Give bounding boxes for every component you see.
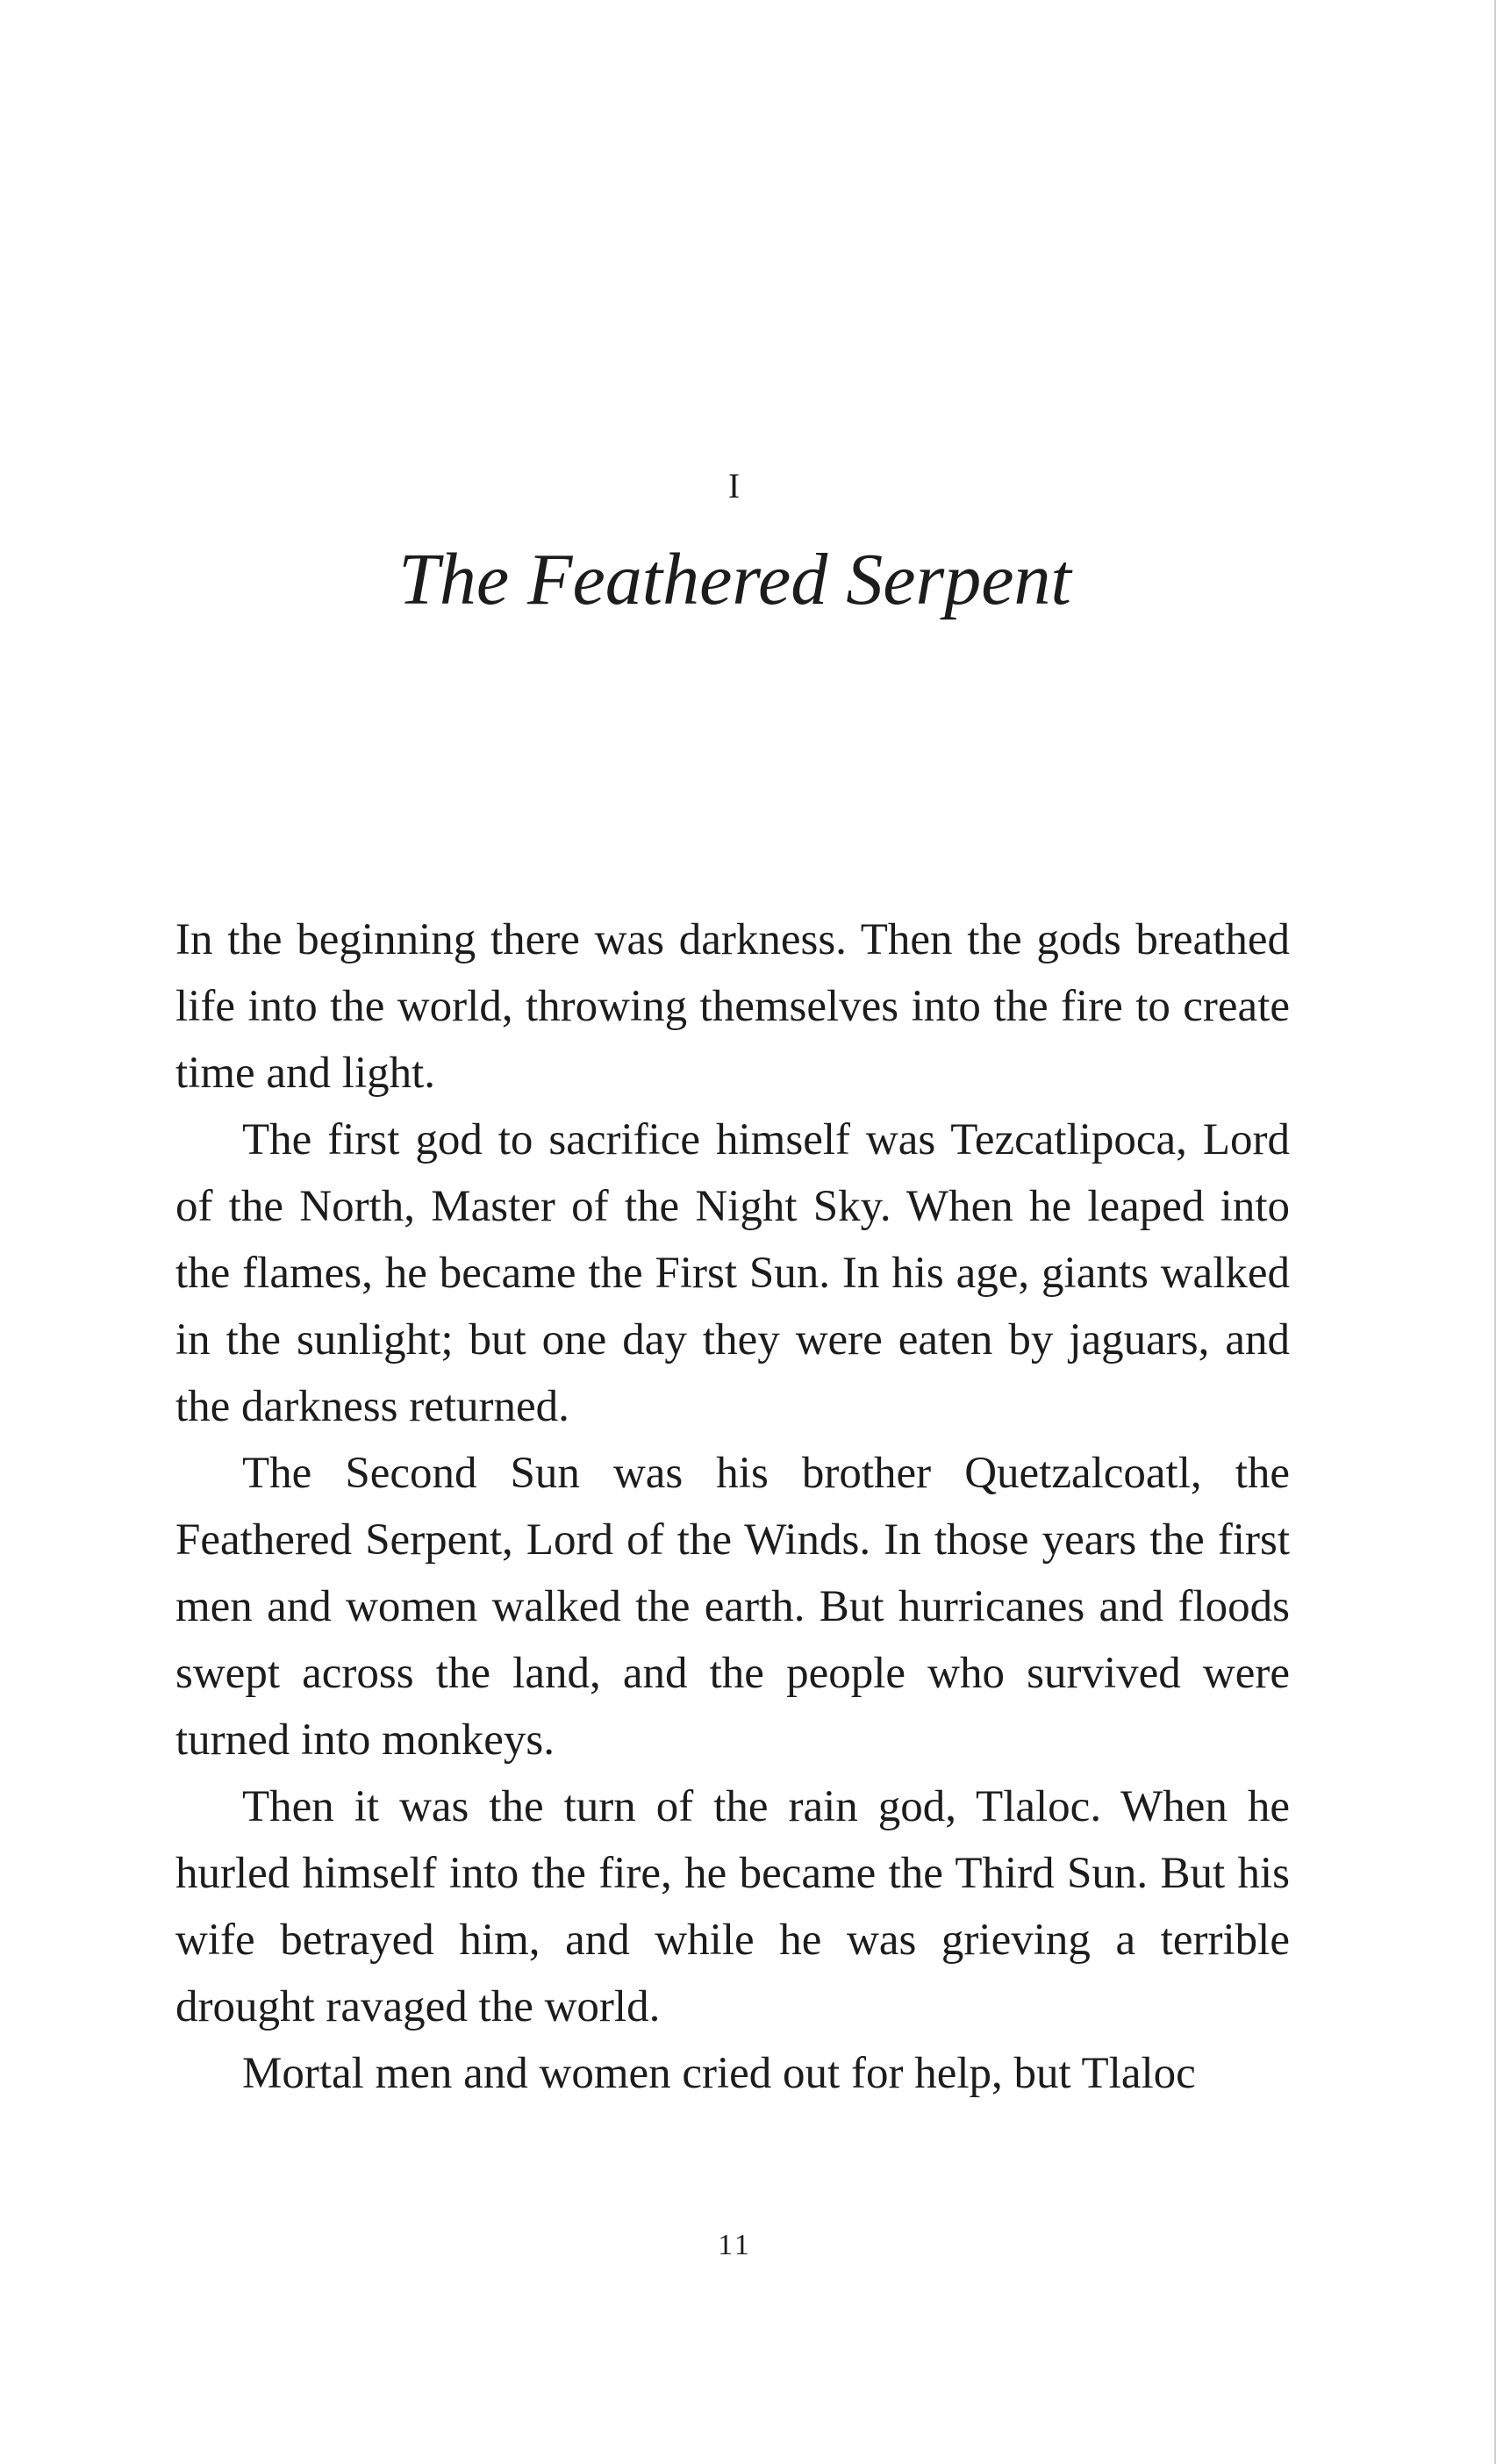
paragraph: The Second Sun was his brother Quetzalcoatl, the Feathered Serpent, Lord of the Winds. In those years the first men and women walked the earth. But hurricanes and floods swept across the land, and the people who survived were turned into monkeys. xyxy=(175,1449,1290,1765)
paragraph: Then it was the turn of the rain god, Tlaloc. When he hurled himself into the fire, he became the Third Sun. But his wife betrayed him, and while he was grieving a terrible drought ravaged the world. xyxy=(175,1782,1290,2031)
paragraph: The first god to sacrifice himself was Tezcatlipoca, Lord of the North, Master of the Night Sky. When he leaped into the flames, he became the First Sun. In his age, giants walked in the sunlight; but one day they were eaten by jaguars, and the darkness returned. xyxy=(175,1115,1290,1431)
page-number: 11 xyxy=(718,2229,752,2261)
paragraph: Mortal men and women cried out for help, but Tlaloc xyxy=(242,2049,1196,2098)
chapter-title: The Feathered Serpent xyxy=(398,539,1071,620)
body-text xyxy=(175,906,1290,2107)
paragraph: In the beginning there was darkness. Then the gods breathed life into the world, throwing themselves into the fire to create time and light. xyxy=(175,915,1290,1098)
chapter-number: I xyxy=(727,466,742,505)
